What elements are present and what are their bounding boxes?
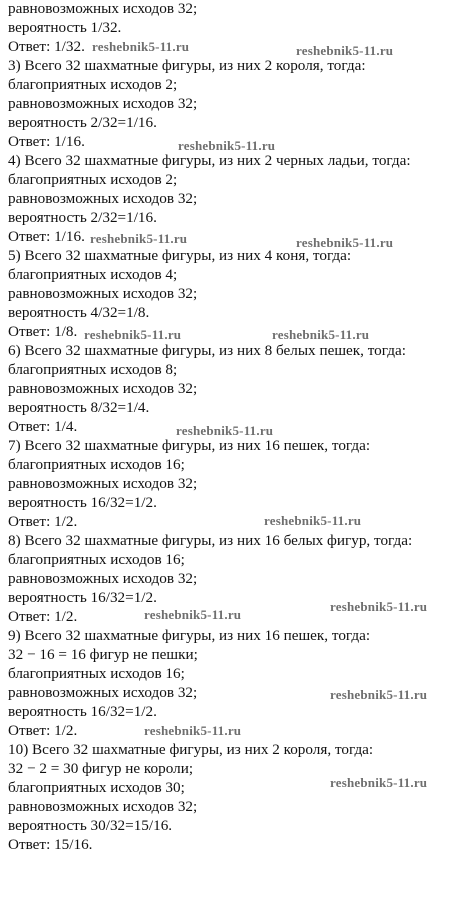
text-line: вероятность 1/32. <box>8 19 122 36</box>
text-line: равновозможных исходов 32; <box>8 95 198 112</box>
text-line: благоприятных исходов 2; <box>8 76 178 93</box>
text-line: Ответ: 1/2. <box>8 513 78 530</box>
text-line: благоприятных исходов 16; <box>8 665 185 682</box>
watermark: reshebnik5-11.ru <box>264 513 362 528</box>
watermark: reshebnik5-11.ru <box>178 138 276 153</box>
watermark: reshebnik5-11.ru <box>144 607 242 622</box>
text-line: благоприятных исходов 4; <box>8 266 178 283</box>
watermark: reshebnik5-11.ru <box>84 327 182 342</box>
text-line: благоприятных исходов 30; <box>8 779 185 796</box>
text-line: Ответ: 1/2. <box>8 722 78 739</box>
text-line: вероятность 2/32=1/16. <box>8 114 157 131</box>
text-line: вероятность 30/32=15/16. <box>8 817 173 834</box>
text-line: 32 − 16 = 16 фигур не пешки; <box>8 646 198 663</box>
watermark: reshebnik5-11.ru <box>330 775 428 790</box>
text-line: благоприятных исходов 16; <box>8 456 185 473</box>
text-line: Ответ: 1/8. <box>8 323 78 340</box>
text-line: вероятность 16/32=1/2. <box>8 494 157 511</box>
text-line: Ответ: 1/16. <box>8 133 85 150</box>
text-line: благоприятных исходов 16; <box>8 551 185 568</box>
text-line: равновозможных исходов 32; <box>8 380 198 397</box>
text-line: 10) Всего 32 шахматные фигуры, из них 2 короля, тогда: <box>8 741 374 758</box>
text-line: равновозможных исходов 32; <box>8 798 198 815</box>
text-line: равновозможных исходов 32; <box>8 475 198 492</box>
text-line: вероятность 16/32=1/2. <box>8 703 157 720</box>
text-line: 4) Всего 32 шахматные фигуры, из них 2 черных ладьи, тогда: <box>8 152 411 169</box>
text-line: вероятность 8/32=1/4. <box>8 399 150 416</box>
watermark: reshebnik5-11.ru <box>296 235 394 250</box>
text-line: 7) Всего 32 шахматные фигуры, из них 16 пешек, тогда: <box>8 437 371 454</box>
watermark: reshebnik5-11.ru <box>330 687 428 702</box>
text-line: вероятность 16/32=1/2. <box>8 589 157 606</box>
text-line: Ответ: 15/16. <box>8 836 93 853</box>
text-line: 9) Всего 32 шахматные фигуры, из них 16 пешек, тогда: <box>8 627 371 644</box>
text-line: Ответ: 1/2. <box>8 608 78 625</box>
text-line: равновозможных исходов 32; <box>8 684 198 701</box>
text-line: равновозможных исходов 32; <box>8 285 198 302</box>
text-line: равновозможных исходов 32; <box>8 570 198 587</box>
text-line: благоприятных исходов 8; <box>8 361 178 378</box>
text-line: равновозможных исходов 32; <box>8 190 198 207</box>
watermark: reshebnik5-11.ru <box>176 423 274 438</box>
watermark: reshebnik5-11.ru <box>330 599 428 614</box>
text-line: вероятность 4/32=1/8. <box>8 304 150 321</box>
text-line: Ответ: 1/4. <box>8 418 78 435</box>
watermark: reshebnik5-11.ru <box>296 43 394 58</box>
text-line: Ответ: 1/16. <box>8 228 85 245</box>
text-line: 6) Всего 32 шахматные фигуры, из них 8 белых пешек, тогда: <box>8 342 406 359</box>
text-line: 3) Всего 32 шахматные фигуры, из них 2 короля, тогда: <box>8 57 366 74</box>
text-line: равновозможных исходов 32; <box>8 0 198 17</box>
text-line: 32 − 2 = 30 фигур не короли; <box>8 760 194 777</box>
text-line: благоприятных исходов 2; <box>8 171 178 188</box>
watermark: reshebnik5-11.ru <box>92 39 190 54</box>
watermark: reshebnik5-11.ru <box>272 327 370 342</box>
text-line: Ответ: 1/32. <box>8 38 85 55</box>
text-line: 8) Всего 32 шахматные фигуры, из них 16 белых фигур, тогда: <box>8 532 413 549</box>
text-line: вероятность 2/32=1/16. <box>8 209 157 226</box>
watermark: reshebnik5-11.ru <box>90 231 188 246</box>
watermark: reshebnik5-11.ru <box>144 723 242 738</box>
text-line: 5) Всего 32 шахматные фигуры, из них 4 коня, тогда: <box>8 247 352 264</box>
